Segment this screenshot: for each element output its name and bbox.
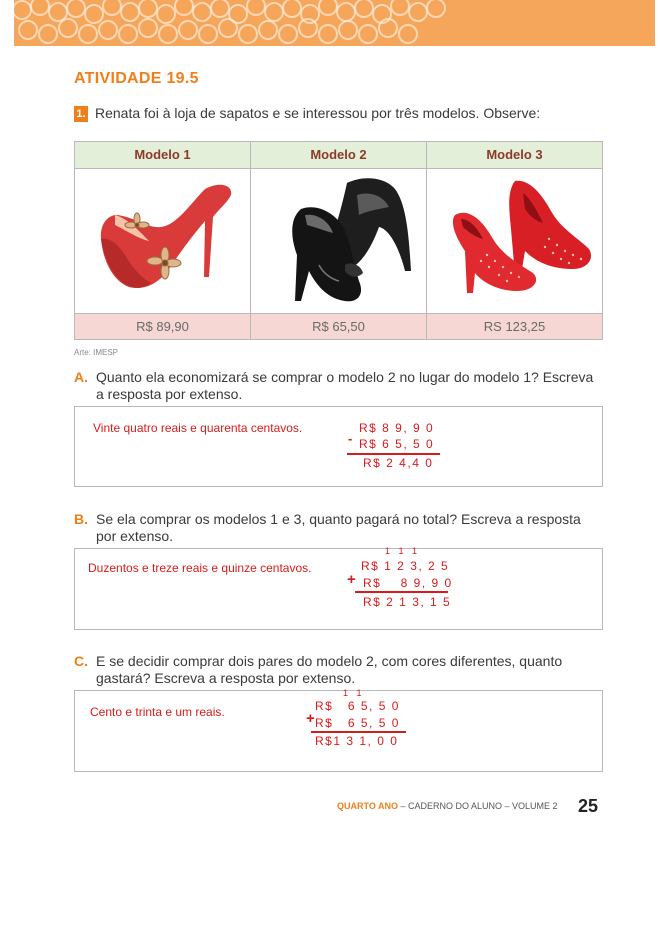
part-c-carry-digits: 1 1: [343, 688, 365, 698]
page-number: 25: [578, 796, 599, 816]
part-a-answer-text: Vinte quatro reais e quarenta centavos.: [93, 421, 303, 435]
model-2-header: Modelo 2: [251, 142, 426, 169]
part-c-letter: C.: [74, 653, 88, 669]
model-3-header: Modelo 3: [427, 142, 602, 169]
calc-underline: [355, 591, 448, 593]
part-b-answer-box[interactable]: [74, 548, 603, 630]
part-c-question-line-1: E se decidir comprar dois pares do modelo 2, com cores diferentes, quanto: [96, 653, 563, 669]
part-a-calc-row-1: R$ 8 9, 9 0: [359, 421, 435, 435]
model-1-price: R$ 89,90: [75, 313, 250, 339]
part-b-calc-row-1: R$ 1 2 3, 2 5: [361, 559, 450, 573]
question-text: Renata foi à loja de sapatos e se interessou por três modelos. Observe:: [95, 105, 541, 121]
column-divider: [426, 142, 427, 339]
activity-title: ATIVIDADE 19.5: [74, 70, 199, 87]
model-1-header: Modelo 1: [75, 142, 250, 169]
part-c-calc-row-1: R$ 6 5, 5 0: [315, 699, 400, 713]
circle-pattern-icon: [14, 0, 655, 46]
models-table: [74, 141, 603, 340]
part-b-letter: B.: [74, 511, 88, 527]
footer-volume: – CADERNO DO ALUNO – VOLUME 2: [398, 801, 558, 811]
question-number: 1.: [74, 106, 88, 122]
image-credit: Arte: IMESP: [74, 348, 119, 357]
part-c-answer-text: Cento e trinta e um reais.: [90, 705, 225, 719]
shoe-model-1-image: [85, 169, 245, 311]
part-a-calc-row-2: R$ 6 5, 5 0: [359, 437, 435, 451]
part-b-question-line-2: por extenso.: [96, 528, 174, 544]
part-b-answer-text: Duzentos e treze reais e quinze centavos.: [88, 561, 312, 575]
calc-underline: [347, 453, 440, 455]
shoe-model-2-image: [261, 169, 421, 311]
part-c-calc-result: R$1 3 1, 0 0: [315, 734, 399, 748]
part-c-question-line-2: gastará? Escreva a resposta por extenso.: [96, 670, 356, 686]
part-b-carry-digits: 1 1 1: [385, 546, 421, 556]
footer-text: [337, 801, 558, 811]
plus-sign: +: [347, 571, 356, 588]
part-a-calc-result: R$ 2 4,4 0: [363, 456, 434, 470]
part-a-question-line-1: Quanto ela economizará se comprar o modelo 2 no lugar do modelo 1? Escreva: [96, 369, 594, 385]
plus-sign: +: [306, 710, 315, 727]
part-b-calc-row-2: R$ 8 9, 9 0: [363, 576, 453, 590]
calc-underline: [311, 731, 406, 733]
part-b-question-line-1: Se ela comprar os modelos 1 e 3, quanto pagará no total? Escreva a resposta: [96, 511, 581, 527]
column-divider: [250, 142, 251, 339]
minus-sign: -: [348, 431, 353, 446]
part-c-answer-box[interactable]: [74, 690, 603, 772]
part-a-letter: A.: [74, 369, 88, 385]
part-a-answer-box[interactable]: [74, 406, 603, 487]
shoe-model-3-image: [437, 169, 597, 311]
model-2-price: R$ 65,50: [251, 313, 426, 339]
part-a-question-line-2: a resposta por extenso.: [96, 386, 243, 402]
model-3-price: RS 123,25: [427, 313, 602, 339]
part-c-calc-row-2: R$ 6 5, 5 0: [315, 716, 400, 730]
footer-grade: QUARTO ANO: [337, 801, 399, 811]
part-b-calc-result: R$ 2 1 3, 1 5: [363, 595, 452, 609]
header-banner: [14, 0, 655, 46]
